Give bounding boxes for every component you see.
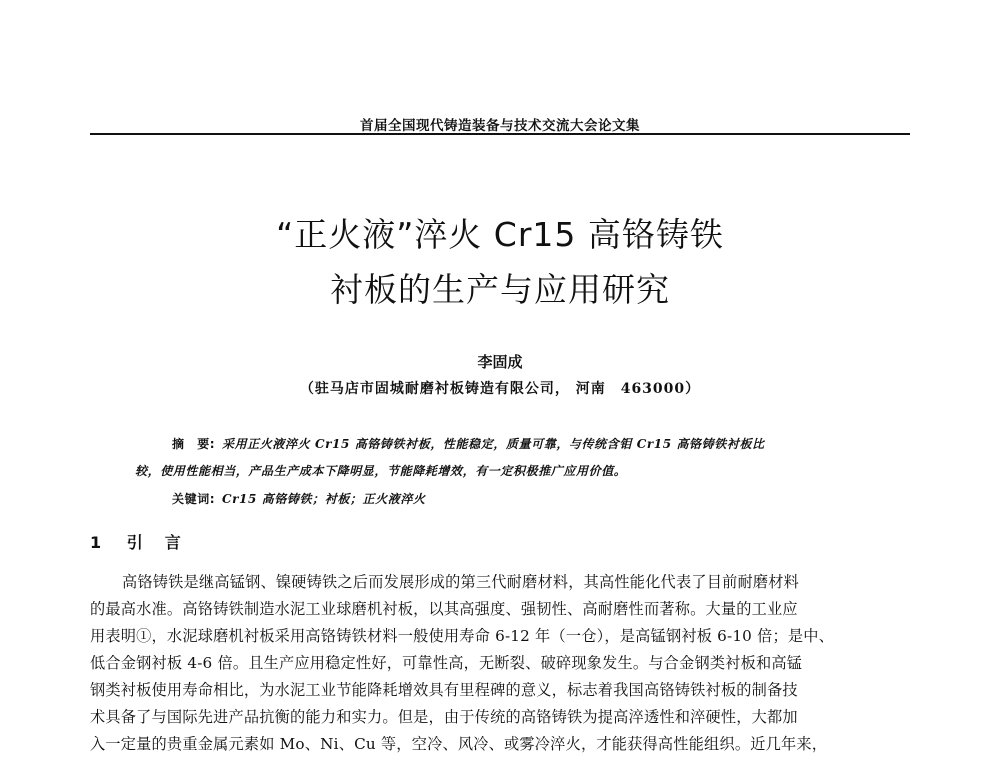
header-rule — [90, 133, 910, 135]
author-affiliation: （驻马店市固城耐磨衬板铸造有限公司， 河南 463000） — [299, 381, 701, 397]
paragraph-line: 的最高水准。高铬铸铁制造水泥工业球磨机衬板，以其高强度、强韧性、高耐磨性而著称。大量的工业应 — [90, 600, 798, 618]
abstract-text-2: 较，使用性能相当，产品生产成本下降明显，节能降耗增效，有一定积极推广应用价值。 — [135, 464, 627, 478]
author-name: 李固成 — [477, 353, 523, 371]
section-title: 引 言 — [126, 533, 184, 552]
paper-title-line-1: “正火液”淬火 Cr15 高铬铸铁 — [276, 215, 724, 254]
abstract-text-1: 采用正火液淬火 Cr15 高铬铸铁衬板，性能稳定，质量可靠，与传统含钼 Cr15 高铬铸铁衬板比 — [221, 437, 765, 451]
abstract-label: 摘 要: — [172, 437, 216, 451]
section-heading — [90, 530, 184, 553]
paragraph-line: 入一定量的贵重金属元素如 Mo、Ni、Cu 等，空冷、风冷、或雾冷淬火，才能获得高性能组织。近几年来， — [90, 735, 828, 753]
keywords-label: 关键词: — [172, 492, 216, 506]
paragraph-line: 术具备了与国际先进产品抗衡的能力和实力。但是，由于传统的高铬铸铁为提高淬透性和淬硬性，大都加 — [90, 708, 798, 726]
paragraph-line: 高铬铸铁是继高锰钢、镍硬铸铁之后而发展形成的第三代耐磨材料，其高性能化代表了目前耐磨材料 — [122, 573, 800, 591]
paper-title-line-2: 衬板的生产与应用研究 — [330, 270, 670, 309]
paragraph-line: 低合金钢衬板 4-6 倍。且生产应用稳定性好，可靠性高，无断裂、破碎现象发生。与合金钢类衬板和高锰 — [90, 654, 803, 672]
abstract-line-1 — [172, 435, 912, 452]
keywords-line — [172, 490, 912, 507]
running-header: 首届全国现代铸造装备与技术交流大会论文集 — [360, 118, 640, 134]
abstract-line-2 — [135, 462, 875, 479]
paragraph-line: 用表明①，水泥球磨机衬板采用高铬铸铁材料一般使用寿命 6-12 年（一仓），是高锰钢衬板 6-10 倍；是中、 — [90, 627, 835, 645]
paragraph-line: 钢类衬板使用寿命相比，为水泥工业节能降耗增效具有里程碑的意义，标志着我国高铬铸铁衬板的制备技 — [90, 681, 798, 699]
keywords-text: Cr15 高铬铸铁；衬板；正火液淬火 — [221, 492, 426, 506]
section-number: 1 — [90, 533, 105, 552]
